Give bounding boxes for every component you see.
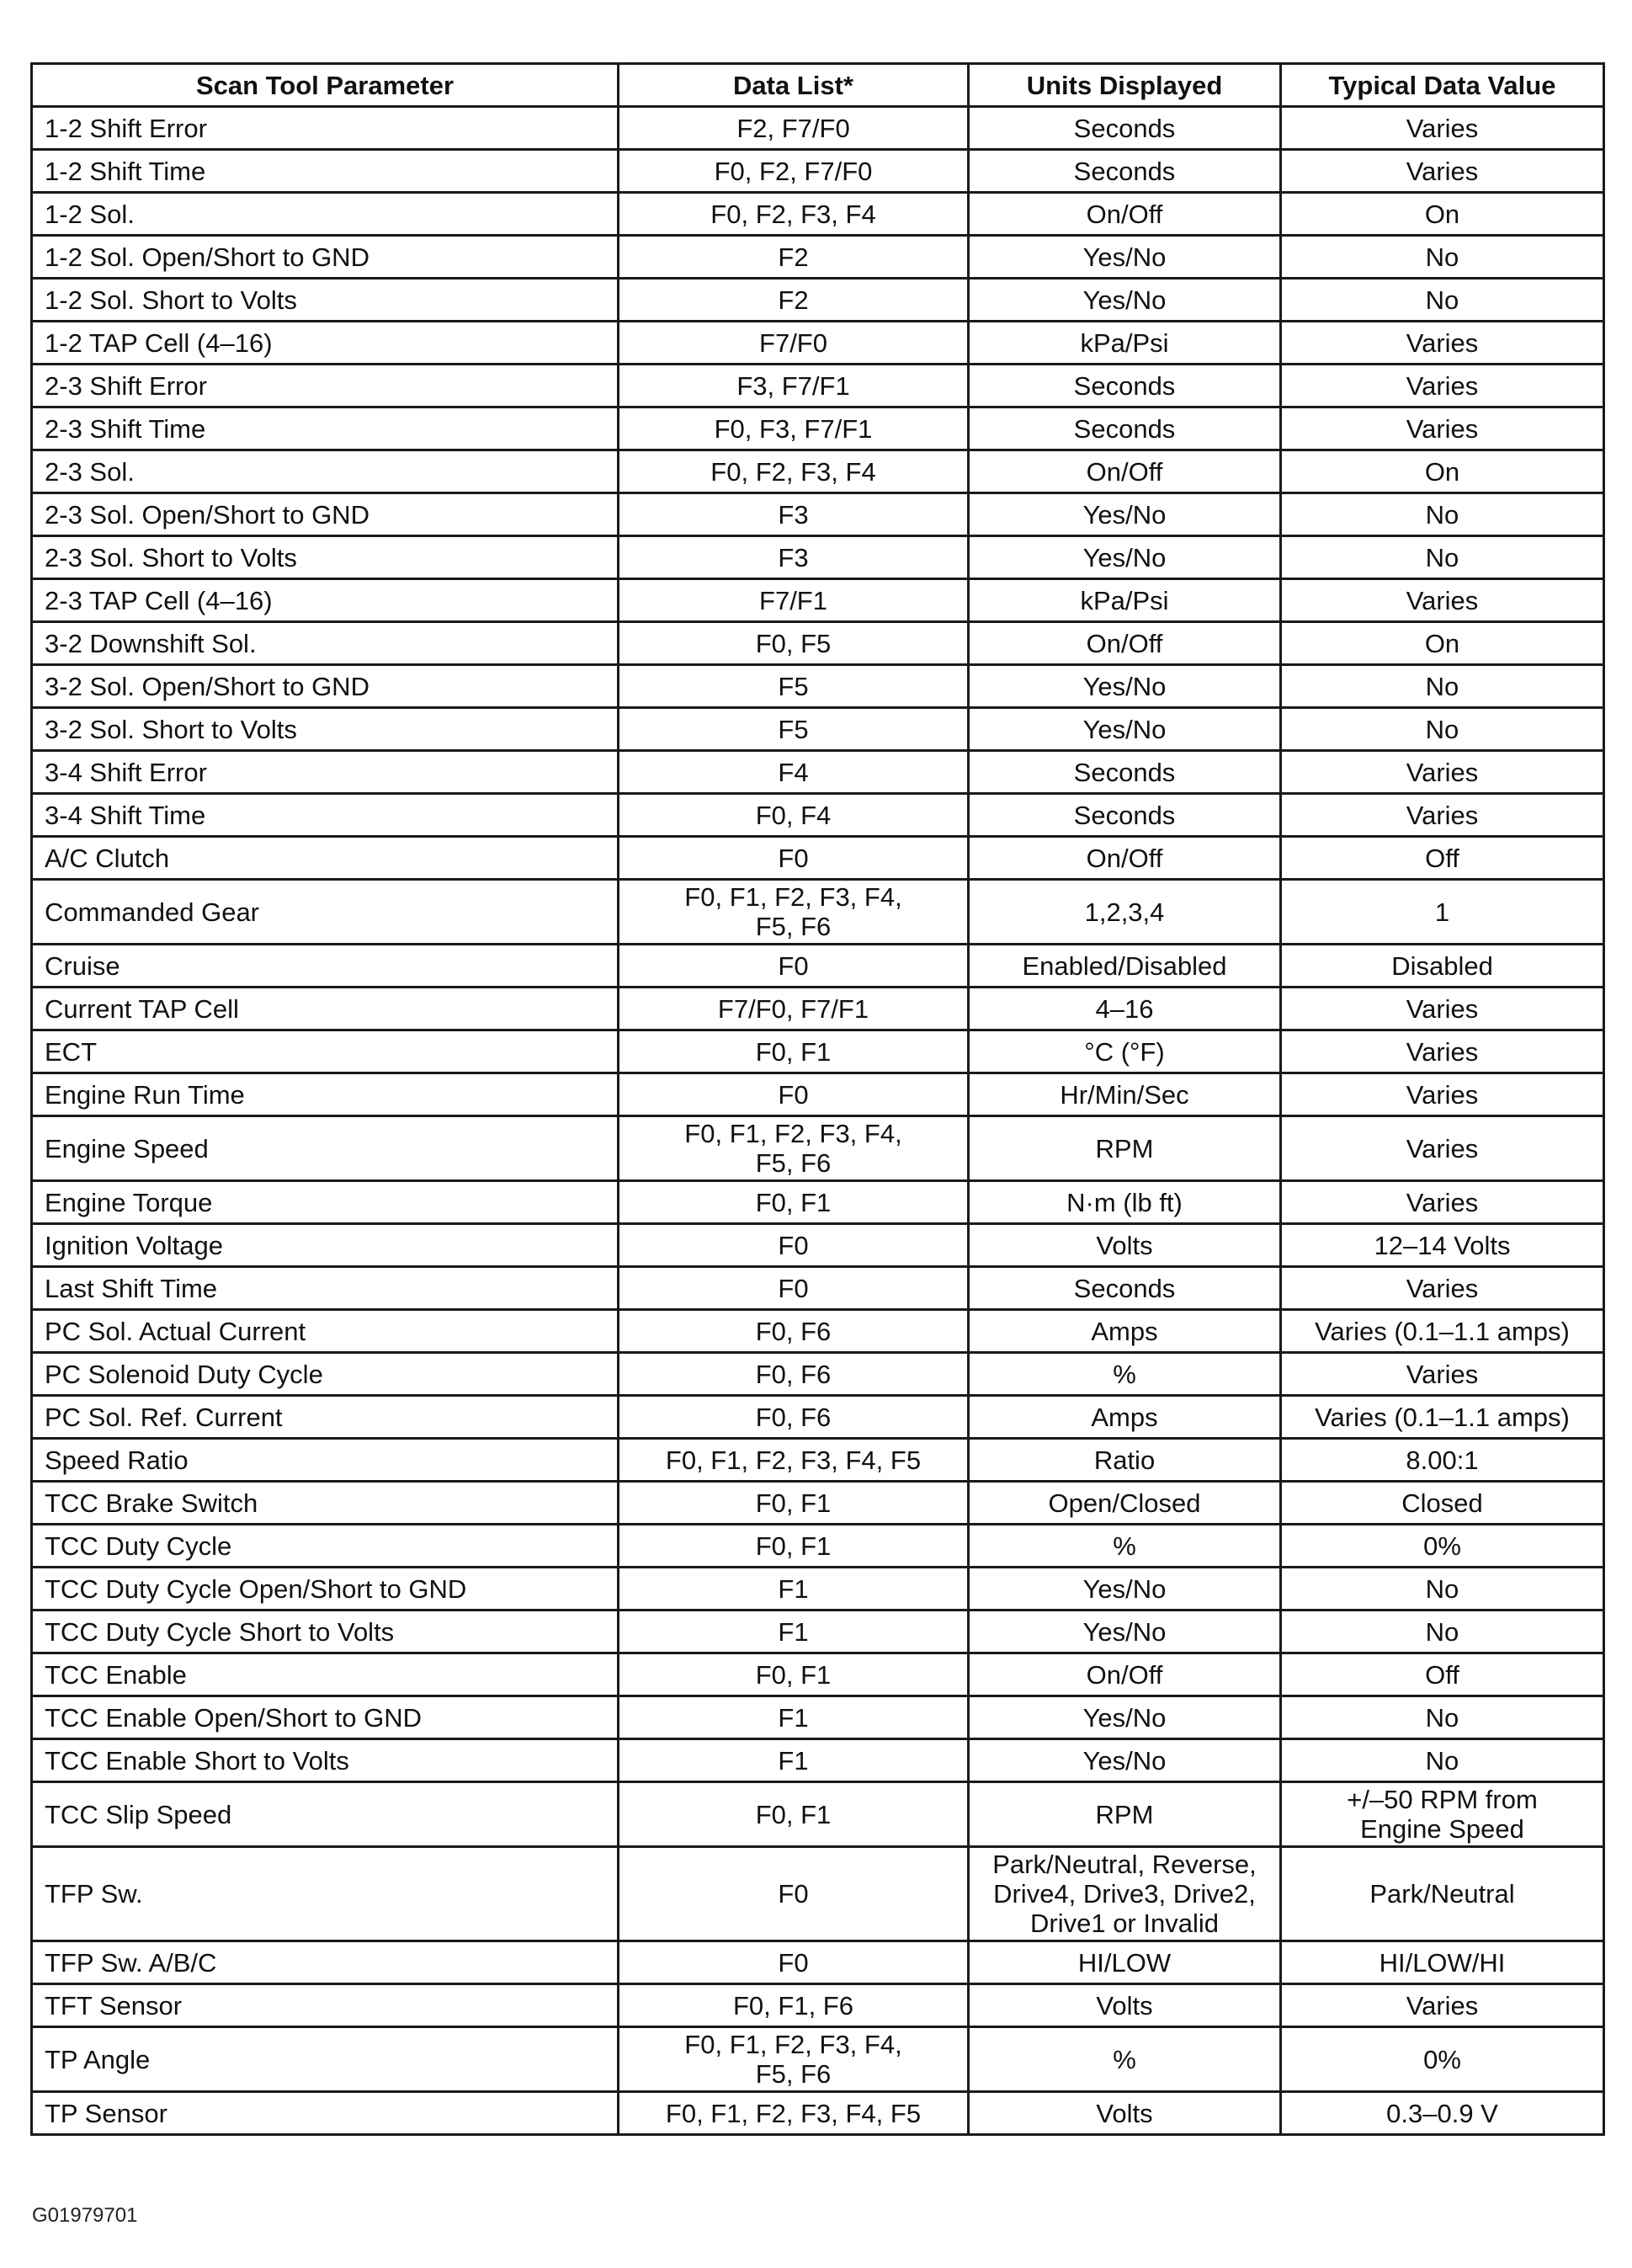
units-cell: Amps xyxy=(969,1310,1281,1353)
parameter-cell: TFT Sensor xyxy=(32,1984,619,2027)
data-list-cell: F0, F1 xyxy=(619,1030,969,1073)
table-row xyxy=(32,1181,1604,1224)
parameter-cell: 3-2 Downshift Sol. xyxy=(32,622,619,665)
parameter-cell: PC Sol. Actual Current xyxy=(32,1310,619,1353)
typical-value-cell: Closed xyxy=(1281,1482,1604,1525)
typical-value-cell: Varies xyxy=(1281,407,1604,450)
parameter-cell: 1-2 Sol. Short to Volts xyxy=(32,279,619,322)
parameter-cell: TCC Enable xyxy=(32,1653,619,1696)
table-row xyxy=(32,1116,1604,1181)
typical-value-cell: No xyxy=(1281,493,1604,536)
data-list-cell: F0 xyxy=(619,945,969,988)
units-cell: Yes/No xyxy=(969,708,1281,751)
data-list-cell: F0, F1, F2, F3, F4, F5 xyxy=(619,1439,969,1482)
units-cell: Seconds xyxy=(969,751,1281,794)
data-list-cell: F0, F1 xyxy=(619,1782,969,1847)
parameter-cell: TFP Sw. xyxy=(32,1847,619,1941)
table-body xyxy=(32,107,1604,2135)
table-row xyxy=(32,322,1604,365)
typical-value-cell: Varies (0.1–1.1 amps) xyxy=(1281,1310,1604,1353)
table-row xyxy=(32,988,1604,1030)
typical-value-cell: Varies xyxy=(1281,1116,1604,1181)
table-row xyxy=(32,407,1604,450)
units-cell: N·m (lb ft) xyxy=(969,1181,1281,1224)
table-header-row xyxy=(32,64,1604,107)
typical-value-cell: 0.3–0.9 V xyxy=(1281,2092,1604,2135)
scan-tool-parameter-table xyxy=(30,62,1605,2136)
table-row xyxy=(32,837,1604,880)
typical-value-cell: Varies xyxy=(1281,1181,1604,1224)
data-list-cell: F0, F1, F2, F3, F4, F5, F6 xyxy=(619,2027,969,2092)
table-row xyxy=(32,2027,1604,2092)
parameter-cell: 3-2 Sol. Open/Short to GND xyxy=(32,665,619,708)
units-cell: Amps xyxy=(969,1396,1281,1439)
data-list-cell: F0, F2, F7/F0 xyxy=(619,150,969,193)
parameter-cell: 2-3 Shift Error xyxy=(32,365,619,407)
data-list-cell: F7/F0 xyxy=(619,322,969,365)
table-row xyxy=(32,1568,1604,1610)
data-list-cell: F0, F6 xyxy=(619,1353,969,1396)
data-list-cell: F0, F1, F2, F3, F4, F5 xyxy=(619,2092,969,2135)
table-row xyxy=(32,945,1604,988)
parameter-cell: 2-3 Sol. Short to Volts xyxy=(32,536,619,579)
table-row xyxy=(32,1310,1604,1353)
data-list-cell: F0, F6 xyxy=(619,1396,969,1439)
typical-value-cell: Varies xyxy=(1281,1353,1604,1396)
units-cell: 4–16 xyxy=(969,988,1281,1030)
parameter-cell: A/C Clutch xyxy=(32,837,619,880)
parameter-cell: TCC Enable Short to Volts xyxy=(32,1739,619,1782)
table-row xyxy=(32,1696,1604,1739)
units-cell: Volts xyxy=(969,2092,1281,2135)
table-row xyxy=(32,1267,1604,1310)
typical-value-cell: No xyxy=(1281,279,1604,322)
units-cell: kPa/Psi xyxy=(969,579,1281,622)
units-cell: RPM xyxy=(969,1116,1281,1181)
parameter-cell: 2-3 TAP Cell (4–16) xyxy=(32,579,619,622)
table-row xyxy=(32,1482,1604,1525)
typical-value-cell: Varies xyxy=(1281,1073,1604,1116)
typical-value-cell: Varies xyxy=(1281,1030,1604,1073)
typical-value-cell: No xyxy=(1281,708,1604,751)
parameter-cell: 1-2 Sol. xyxy=(32,193,619,236)
data-list-cell: F5 xyxy=(619,708,969,751)
data-list-cell: F2, F7/F0 xyxy=(619,107,969,150)
parameter-cell: TP Angle xyxy=(32,2027,619,2092)
parameter-cell: 2-3 Sol. xyxy=(32,450,619,493)
units-cell: Hr/Min/Sec xyxy=(969,1073,1281,1116)
typical-value-cell: No xyxy=(1281,236,1604,279)
parameter-cell: 1-2 TAP Cell (4–16) xyxy=(32,322,619,365)
data-list-cell: F0, F1 xyxy=(619,1482,969,1525)
parameter-cell: 1-2 Shift Time xyxy=(32,150,619,193)
units-cell: Volts xyxy=(969,1224,1281,1267)
units-cell: kPa/Psi xyxy=(969,322,1281,365)
data-list-cell: F3, F7/F1 xyxy=(619,365,969,407)
typical-value-cell: No xyxy=(1281,536,1604,579)
typical-value-cell: Varies xyxy=(1281,1267,1604,1310)
table-row xyxy=(32,1941,1604,1984)
parameter-cell: ECT xyxy=(32,1030,619,1073)
data-list-cell: F3 xyxy=(619,493,969,536)
parameter-cell: 3-2 Sol. Short to Volts xyxy=(32,708,619,751)
table-row xyxy=(32,1073,1604,1116)
table-row xyxy=(32,1653,1604,1696)
table-row xyxy=(32,279,1604,322)
data-list-cell: F0, F4 xyxy=(619,794,969,837)
table-row xyxy=(32,450,1604,493)
data-list-cell: F0, F1, F2, F3, F4, F5, F6 xyxy=(619,1116,969,1181)
units-cell: % xyxy=(969,1353,1281,1396)
typical-value-cell: On xyxy=(1281,193,1604,236)
typical-value-cell: 0% xyxy=(1281,1525,1604,1568)
data-list-cell: F0 xyxy=(619,1073,969,1116)
data-list-cell: F0 xyxy=(619,1224,969,1267)
data-list-cell: F0, F2, F3, F4 xyxy=(619,193,969,236)
data-list-cell: F0, F1, F2, F3, F4, F5, F6 xyxy=(619,880,969,945)
typical-value-cell: Disabled xyxy=(1281,945,1604,988)
typical-value-cell: Varies xyxy=(1281,751,1604,794)
units-cell: Yes/No xyxy=(969,1696,1281,1739)
table-row xyxy=(32,493,1604,536)
figure-id-label: G01979701 xyxy=(32,2204,138,2227)
data-list-cell: F0 xyxy=(619,1847,969,1941)
table-row xyxy=(32,794,1604,837)
units-cell: Yes/No xyxy=(969,1739,1281,1782)
data-list-cell: F7/F0, F7/F1 xyxy=(619,988,969,1030)
table-row xyxy=(32,665,1604,708)
typical-value-cell: 8.00:1 xyxy=(1281,1439,1604,1482)
parameter-cell: TCC Slip Speed xyxy=(32,1782,619,1847)
typical-value-cell: Varies xyxy=(1281,322,1604,365)
typical-value-cell: No xyxy=(1281,1568,1604,1610)
table-row xyxy=(32,1984,1604,2027)
table-row xyxy=(32,1224,1604,1267)
table-row xyxy=(32,536,1604,579)
data-list-cell: F5 xyxy=(619,665,969,708)
parameter-cell: 1-2 Sol. Open/Short to GND xyxy=(32,236,619,279)
data-list-cell: F0, F1 xyxy=(619,1181,969,1224)
units-cell: On/Off xyxy=(969,622,1281,665)
units-cell: Yes/No xyxy=(969,493,1281,536)
typical-value-cell: Varies xyxy=(1281,150,1604,193)
typical-value-cell: 0% xyxy=(1281,2027,1604,2092)
table-row xyxy=(32,193,1604,236)
header-units-displayed: Units Displayed xyxy=(969,64,1281,107)
typical-value-cell: Park/Neutral xyxy=(1281,1847,1604,1941)
table-row xyxy=(32,751,1604,794)
parameter-cell: Last Shift Time xyxy=(32,1267,619,1310)
data-list-cell: F1 xyxy=(619,1610,969,1653)
units-cell: % xyxy=(969,1525,1281,1568)
table-row xyxy=(32,150,1604,193)
data-list-cell: F0 xyxy=(619,1941,969,1984)
parameter-cell: Speed Ratio xyxy=(32,1439,619,1482)
typical-value-cell: Varies (0.1–1.1 amps) xyxy=(1281,1396,1604,1439)
parameter-cell: TCC Brake Switch xyxy=(32,1482,619,1525)
table-row xyxy=(32,1439,1604,1482)
table-row xyxy=(32,880,1604,945)
typical-value-cell: Varies xyxy=(1281,1984,1604,2027)
table-row xyxy=(32,622,1604,665)
units-cell: Volts xyxy=(969,1984,1281,2027)
table-row xyxy=(32,579,1604,622)
parameter-cell: TCC Duty Cycle Open/Short to GND xyxy=(32,1568,619,1610)
units-cell: Seconds xyxy=(969,107,1281,150)
units-cell: °C (°F) xyxy=(969,1030,1281,1073)
parameter-cell: 1-2 Shift Error xyxy=(32,107,619,150)
typical-value-cell: No xyxy=(1281,1739,1604,1782)
typical-value-cell: On xyxy=(1281,450,1604,493)
data-list-cell: F0, F3, F7/F1 xyxy=(619,407,969,450)
data-list-cell: F1 xyxy=(619,1568,969,1610)
table-row xyxy=(32,1610,1604,1653)
units-cell: On/Off xyxy=(969,450,1281,493)
typical-value-cell: Off xyxy=(1281,1653,1604,1696)
data-list-cell: F2 xyxy=(619,279,969,322)
typical-value-cell: 1 xyxy=(1281,880,1604,945)
data-list-cell: F0 xyxy=(619,837,969,880)
data-list-cell: F1 xyxy=(619,1696,969,1739)
header-data-list: Data List* xyxy=(619,64,969,107)
units-cell: Yes/No xyxy=(969,279,1281,322)
table-row xyxy=(32,107,1604,150)
units-cell: Park/Neutral, Reverse, Drive4, Drive3, Drive2, Drive1 or Invalid xyxy=(969,1847,1281,1941)
units-cell: On/Off xyxy=(969,837,1281,880)
units-cell: On/Off xyxy=(969,193,1281,236)
table-row xyxy=(32,1396,1604,1439)
units-cell: % xyxy=(969,2027,1281,2092)
typical-value-cell: HI/LOW/HI xyxy=(1281,1941,1604,1984)
units-cell: Ratio xyxy=(969,1439,1281,1482)
table-row xyxy=(32,1525,1604,1568)
parameter-cell: TP Sensor xyxy=(32,2092,619,2135)
parameter-cell: 2-3 Sol. Open/Short to GND xyxy=(32,493,619,536)
data-list-cell: F0, F6 xyxy=(619,1310,969,1353)
table-row xyxy=(32,1030,1604,1073)
data-list-cell: F0, F1 xyxy=(619,1653,969,1696)
units-cell: Yes/No xyxy=(969,536,1281,579)
units-cell: Seconds xyxy=(969,794,1281,837)
units-cell: Yes/No xyxy=(969,1610,1281,1653)
parameter-cell: Engine Run Time xyxy=(32,1073,619,1116)
typical-value-cell: Varies xyxy=(1281,579,1604,622)
parameter-cell: TCC Duty Cycle Short to Volts xyxy=(32,1610,619,1653)
parameter-cell: Commanded Gear xyxy=(32,880,619,945)
parameter-cell: 3-4 Shift Time xyxy=(32,794,619,837)
units-cell: Seconds xyxy=(969,365,1281,407)
data-list-cell: F0, F1, F6 xyxy=(619,1984,969,2027)
typical-value-cell: +/–50 RPM from Engine Speed xyxy=(1281,1782,1604,1847)
typical-value-cell: Varies xyxy=(1281,107,1604,150)
data-list-cell: F4 xyxy=(619,751,969,794)
header-scan-tool-parameter: Scan Tool Parameter xyxy=(32,64,619,107)
units-cell: HI/LOW xyxy=(969,1941,1281,1984)
units-cell: Seconds xyxy=(969,1267,1281,1310)
data-list-cell: F0, F1 xyxy=(619,1525,969,1568)
typical-value-cell: 12–14 Volts xyxy=(1281,1224,1604,1267)
units-cell: Seconds xyxy=(969,150,1281,193)
units-cell: On/Off xyxy=(969,1653,1281,1696)
parameter-cell: TFP Sw. A/B/C xyxy=(32,1941,619,1984)
parameter-cell: Ignition Voltage xyxy=(32,1224,619,1267)
data-list-cell: F0 xyxy=(619,1267,969,1310)
table-row xyxy=(32,2092,1604,2135)
parameter-cell: 2-3 Shift Time xyxy=(32,407,619,450)
units-cell: Seconds xyxy=(969,407,1281,450)
data-list-cell: F0, F5 xyxy=(619,622,969,665)
data-list-cell: F3 xyxy=(619,536,969,579)
units-cell: Enabled/Disabled xyxy=(969,945,1281,988)
table-row xyxy=(32,365,1604,407)
units-cell: Open/Closed xyxy=(969,1482,1281,1525)
header-typical-data-value: Typical Data Value xyxy=(1281,64,1604,107)
units-cell: Yes/No xyxy=(969,665,1281,708)
typical-value-cell: Varies xyxy=(1281,988,1604,1030)
table-row xyxy=(32,1847,1604,1941)
data-list-cell: F2 xyxy=(619,236,969,279)
data-list-cell: F1 xyxy=(619,1739,969,1782)
units-cell: RPM xyxy=(969,1782,1281,1847)
table-row xyxy=(32,1353,1604,1396)
parameter-cell: TCC Enable Open/Short to GND xyxy=(32,1696,619,1739)
parameter-cell: Engine Speed xyxy=(32,1116,619,1181)
typical-value-cell: No xyxy=(1281,665,1604,708)
table-row xyxy=(32,1739,1604,1782)
parameter-cell: Engine Torque xyxy=(32,1181,619,1224)
table-row xyxy=(32,1782,1604,1847)
parameter-cell: PC Sol. Ref. Current xyxy=(32,1396,619,1439)
typical-value-cell: No xyxy=(1281,1696,1604,1739)
typical-value-cell: No xyxy=(1281,1610,1604,1653)
units-cell: 1,2,3,4 xyxy=(969,880,1281,945)
units-cell: Yes/No xyxy=(969,1568,1281,1610)
parameter-cell: TCC Duty Cycle xyxy=(32,1525,619,1568)
table-row xyxy=(32,708,1604,751)
data-list-cell: F0, F2, F3, F4 xyxy=(619,450,969,493)
table-row xyxy=(32,236,1604,279)
parameter-cell: Cruise xyxy=(32,945,619,988)
parameter-cell: Current TAP Cell xyxy=(32,988,619,1030)
data-list-cell: F7/F1 xyxy=(619,579,969,622)
typical-value-cell: On xyxy=(1281,622,1604,665)
typical-value-cell: Varies xyxy=(1281,365,1604,407)
units-cell: Yes/No xyxy=(969,236,1281,279)
typical-value-cell: Off xyxy=(1281,837,1604,880)
parameter-cell: PC Solenoid Duty Cycle xyxy=(32,1353,619,1396)
parameter-cell: 3-4 Shift Error xyxy=(32,751,619,794)
typical-value-cell: Varies xyxy=(1281,794,1604,837)
